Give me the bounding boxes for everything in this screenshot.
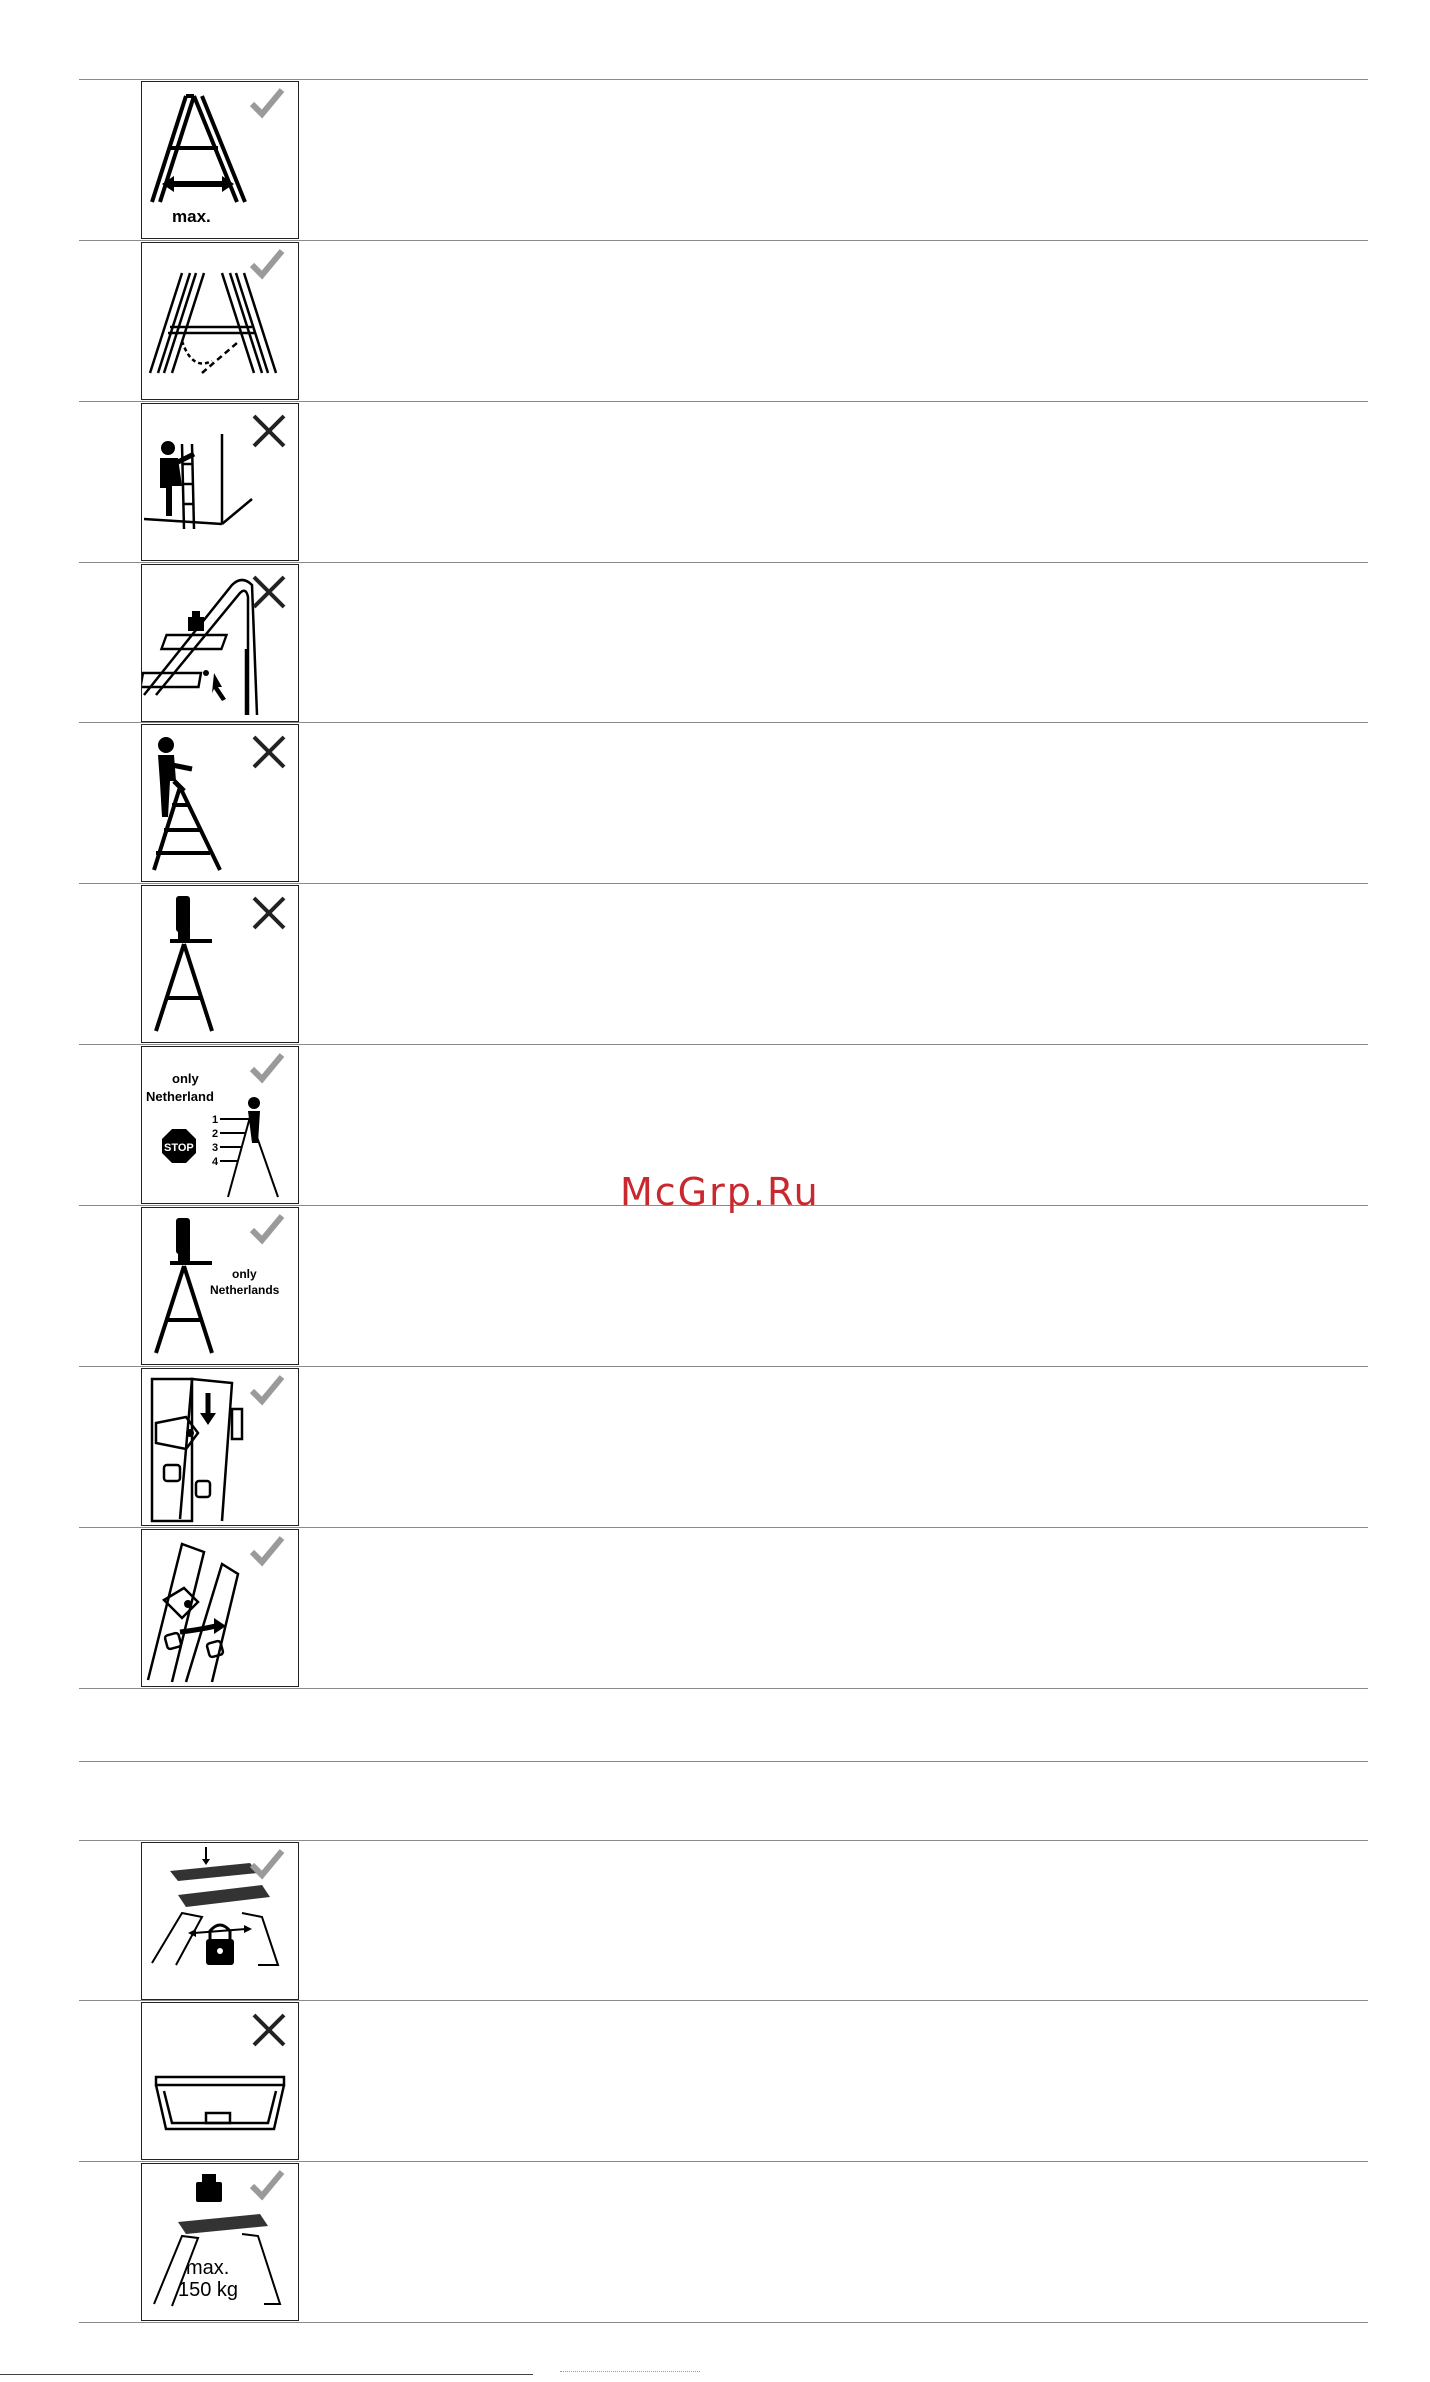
weight-icon <box>196 2182 222 2202</box>
svg-text:4: 4 <box>212 1156 219 1168</box>
svg-text:STOP: STOP <box>164 1142 194 1154</box>
separator-rule <box>79 1044 1368 1045</box>
separator-rule <box>79 2161 1368 2162</box>
separator-rule <box>79 883 1368 884</box>
netherlands-platform-icon <box>142 1208 297 1363</box>
svg-text:2: 2 <box>212 1128 219 1140</box>
hinge-lock-icon <box>142 1369 297 1524</box>
pictogram-weight-on-hinge <box>141 564 299 722</box>
pictogram-stand-on-top-step <box>141 724 299 882</box>
pictogram-spread-max <box>141 81 299 239</box>
separator-rule <box>79 2322 1368 2323</box>
person-on-top-step-icon <box>142 725 297 880</box>
separator-rule <box>79 240 1368 241</box>
separator-rule <box>79 1761 1368 1762</box>
pictogram-netherlands-platform <box>141 1207 299 1365</box>
check-icon <box>252 90 282 114</box>
pictogram-netherlands-steps <box>141 1046 299 1204</box>
check-icon <box>252 1851 282 1875</box>
svg-text:1: 1 <box>212 1114 219 1126</box>
netherlands-step-limit-icon <box>142 1047 297 1202</box>
pictogram-lean-on-wall <box>141 403 299 561</box>
check-icon <box>252 1055 282 1079</box>
separator-rule <box>79 722 1368 723</box>
separator-rule <box>79 401 1368 402</box>
separator-rule <box>79 562 1368 563</box>
pictogram-hinge-lock-down <box>141 1368 299 1526</box>
check-icon <box>252 1216 282 1240</box>
svg-text:max.: max. <box>172 207 211 226</box>
pictogram-stand-on-platform <box>141 885 299 1043</box>
hinge-rotate-icon <box>142 1530 297 1685</box>
person-on-ladder-wall-icon <box>142 404 297 559</box>
separator-rule <box>79 1366 1368 1367</box>
footer-rule <box>0 2374 533 2375</box>
ladder-spread-icon <box>142 82 297 237</box>
pictogram-platform-mount <box>141 1842 299 2000</box>
check-icon <box>252 1538 282 1562</box>
check-icon <box>252 2172 282 2196</box>
separator-rule <box>79 1688 1368 1689</box>
platform-inverted-icon <box>142 2003 297 2158</box>
watermark: McGrp.Ru <box>620 1170 820 1214</box>
platform-max-load-icon <box>142 2164 297 2319</box>
svg-text:150 kg: 150 kg <box>178 2279 239 2301</box>
platform-mount-icon <box>142 1843 297 1998</box>
person-on-platform-icon <box>142 886 297 1041</box>
separator-rule <box>79 1840 1368 1841</box>
pictogram-platform-upside-down <box>141 2002 299 2160</box>
pictogram-spreader-lock <box>141 242 299 400</box>
separator-rule <box>79 79 1368 80</box>
weight-on-step-icon <box>142 565 297 720</box>
check-icon <box>252 1377 282 1401</box>
svg-text:3: 3 <box>212 1142 219 1154</box>
svg-text:Netherland: Netherland <box>146 1089 214 1104</box>
pictogram-platform-load <box>141 2163 299 2321</box>
pictogram-hinge-rotate <box>141 1529 299 1687</box>
separator-rule <box>79 2000 1368 2001</box>
svg-text:max.: max. <box>186 2257 230 2279</box>
footer-dots <box>560 2371 700 2378</box>
ladder-spreader-icon <box>142 243 297 398</box>
svg-text:Netherlands: Netherlands <box>210 1283 280 1297</box>
check-icon <box>252 251 282 275</box>
svg-text:only: only <box>172 1071 199 1086</box>
separator-rule <box>79 1527 1368 1528</box>
svg-text:only: only <box>232 1267 257 1281</box>
